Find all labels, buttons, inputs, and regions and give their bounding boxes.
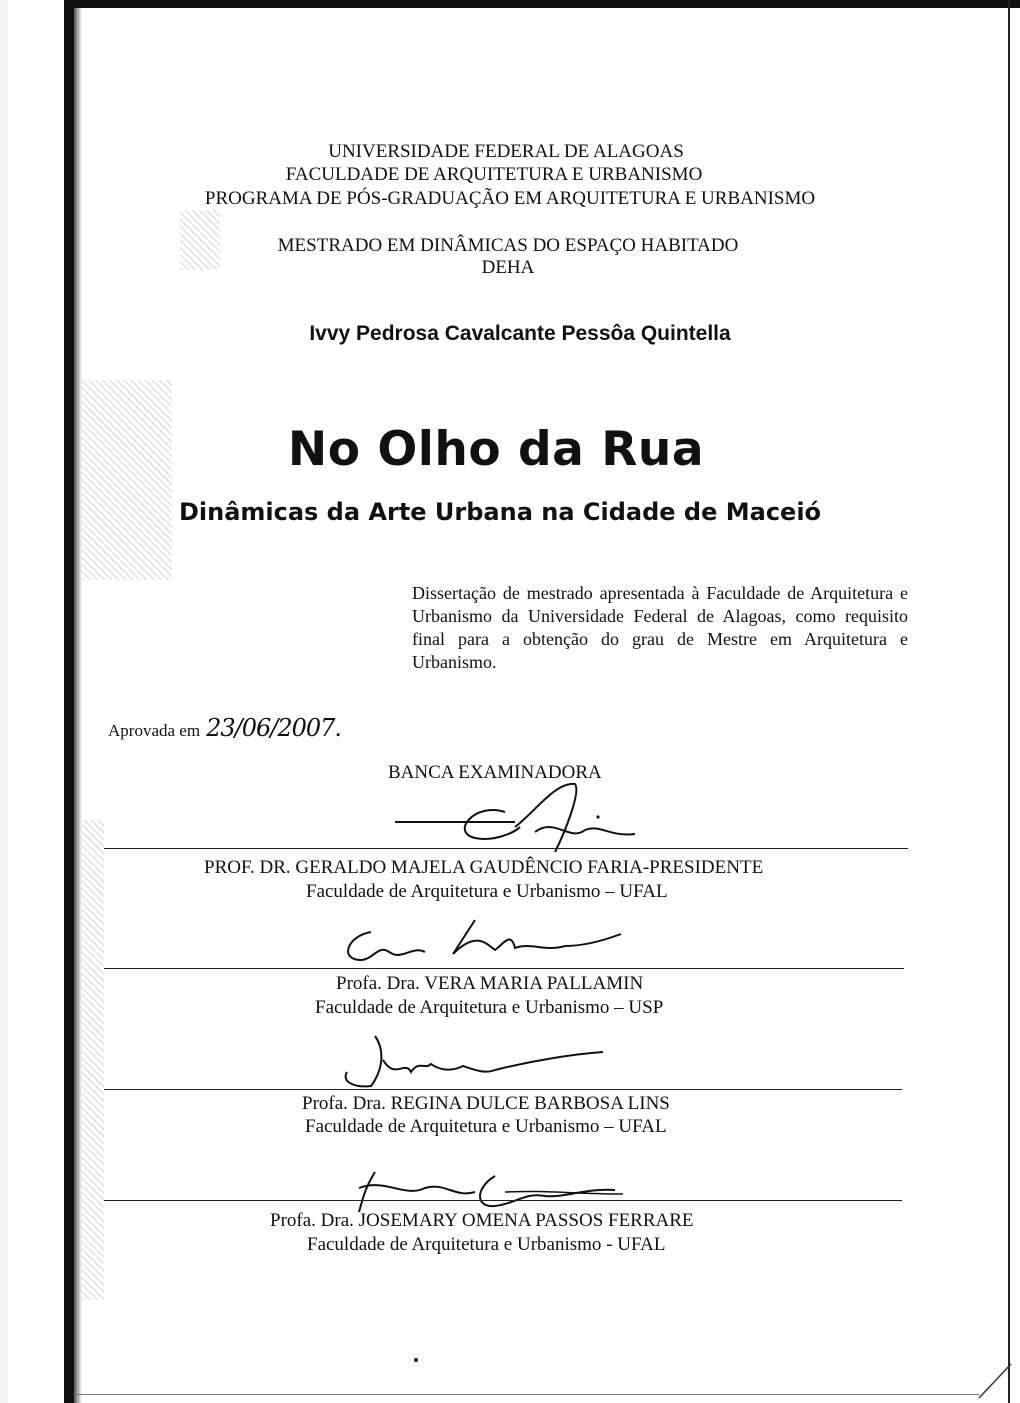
bottom-scan-line: [74, 1394, 979, 1395]
dissertation-subtitle: Dinâmicas da Arte Urbana na Cidade de Maceió: [178, 498, 822, 526]
member-affiliation-3: Faculdade de Arquitetura e Urbanismo – UFAL: [305, 1116, 667, 1137]
signature-1: [395, 772, 645, 852]
approval-label: Aprovada em: [108, 721, 201, 740]
signature-2: [335, 912, 635, 972]
faculty-name: FACULDADE DE ARQUITETURA E URBANISMO: [285, 164, 703, 185]
member-affiliation-4: Faculdade de Arquitetura e Urbanismo - UFAL: [307, 1234, 666, 1255]
top-scan-border: [74, 0, 1020, 8]
member-name-4: Profa. Dra. JOSEMARY OMENA PASSOS FERRARE: [270, 1210, 694, 1231]
member-affiliation-2: Faculdade de Arquitetura e Urbanismo – USP: [315, 997, 664, 1018]
scan-noise: [82, 380, 172, 580]
master-name: MESTRADO EM DINÂMICAS DO ESPAÇO HABITADO: [277, 235, 739, 256]
approval-line: [108, 714, 341, 742]
signature-line-1: [104, 848, 908, 849]
scan-noise: [82, 820, 104, 1300]
binding-gradient: [74, 0, 82, 1403]
dissertation-statement: Dissertação de mestrado apresentada à Faculdade de Arquitetura e Urbanismo da Universidade Federal de Alagoas, como requisito final para a obtenção do grau de Mestre em Arquitetura e Urbanismo.: [412, 583, 908, 672]
scan-edge: [0, 0, 8, 1403]
master-acronym: DEHA: [481, 257, 535, 278]
binding-shadow-bar: [64, 0, 74, 1403]
page-corner-curl: [975, 1360, 1015, 1400]
university-name: UNIVERSIDADE FEDERAL DE ALAGOAS: [328, 141, 684, 162]
dissertation-title: No Olho da Rua: [287, 422, 705, 477]
member-name-1: PROF. DR. GERALDO MAJELA GAUDÊNCIO FARIA-PRESIDENTE: [204, 857, 764, 878]
signature-line-3: [104, 1089, 902, 1090]
approval-date-handwritten: 23/06/2007.: [206, 714, 342, 742]
signature-line-4: [104, 1200, 902, 1201]
member-affiliation-1: Faculdade de Arquitetura e Urbanismo – UFAL: [306, 881, 668, 902]
author-name: Ivvy Pedrosa Cavalcante Pessôa Quintella: [309, 322, 731, 345]
program-name: PROGRAMA DE PÓS-GRADUAÇÃO EM ARQUITETURA E URBANISMO: [204, 188, 816, 209]
signature-3: [335, 1030, 615, 1090]
member-name-2: Profa. Dra. VERA MARIA PALLAMIN: [336, 973, 644, 994]
signature-line-2: [104, 968, 904, 969]
member-name-3: Profa. Dra. REGINA DULCE BARBOSA LINS: [302, 1093, 670, 1114]
committee-heading: BANCA EXAMINADORA: [388, 762, 602, 783]
scan-speck: [414, 1358, 418, 1362]
right-scan-border: [1008, 0, 1010, 1403]
